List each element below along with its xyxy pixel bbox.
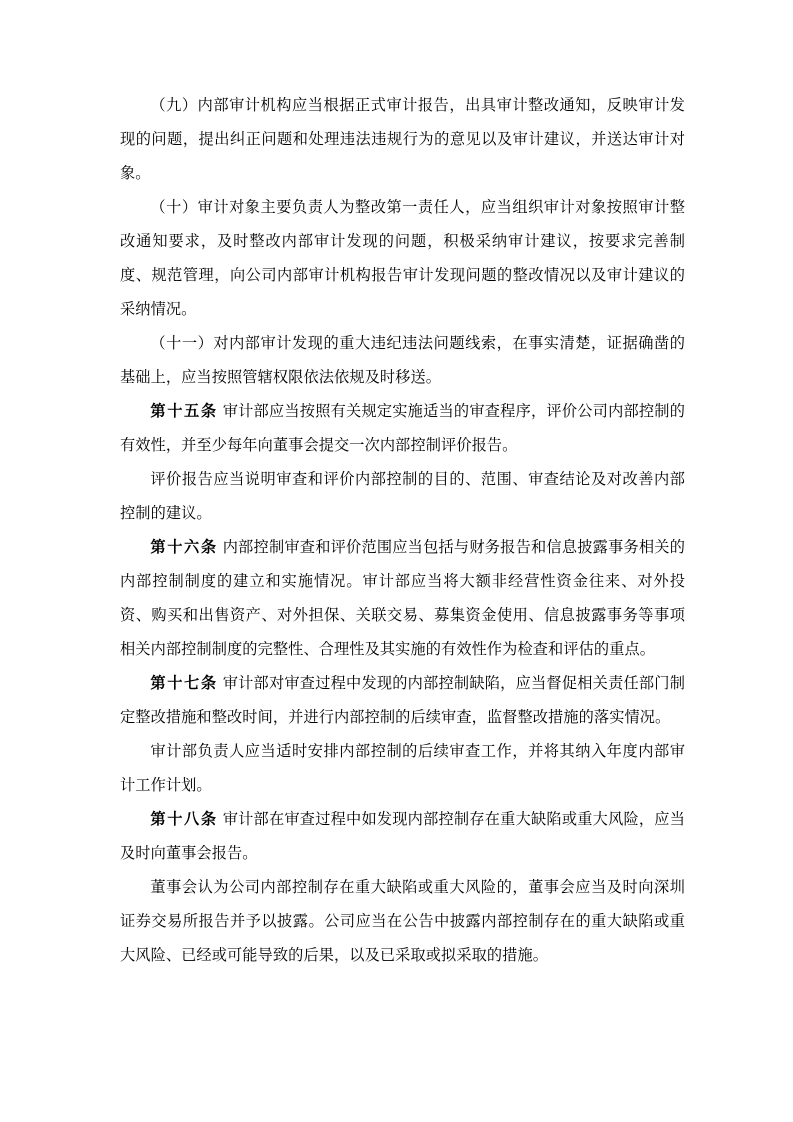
paragraph-article-17	[120, 666, 685, 734]
paragraph-article-18	[120, 802, 685, 870]
article-label: 第十八条	[150, 810, 218, 828]
paragraph-text: （十）审计对象主要负责人为整改第一责任人，应当组织审计对象按照审计整改通知要求，及时整改内部审计发现的问题，积极采纳审计建议，按要求完善制度、规范管理，向公司内部审计机构报告审计发现问题的整改情况以及审计建议的采纳情况。	[120, 198, 685, 318]
paragraph-text: 评价报告应当说明审查和评价内部控制的目的、范围、审查结论及对改善内部控制的建议。	[120, 470, 685, 522]
paragraph-text: （十一）对内部审计发现的重大违纪违法问题线索，在事实清楚，证据确凿的基础上，应当按照管辖权限依法依规及时移送。	[120, 334, 685, 386]
paragraph-text: 内部控制审查和评价范围应当包括与财务报告和信息披露事务相关的内部控制制度的建立和实施情况。审计部应当将大额非经营性资金往来、对外投资、购买和出售资产、对外担保、关联交易、募集资金使用、信息披露事务等事项相关内部控制制度的完整性、合理性及其实施的有效性作为检查和评估的重点。	[120, 538, 686, 658]
paragraph-article-17-p2	[120, 734, 685, 802]
paragraph-article-15-p2	[120, 462, 685, 530]
paragraph-text: 审计部应当按照有关规定实施适当的审查程序，评价公司内部控制的有效性，并至少每年向董事会提交一次内部控制评价报告。	[120, 402, 686, 454]
paragraph-item-9	[120, 88, 685, 190]
paragraph-text: 审计部在审查过程中如发现内部控制存在重大缺陷或重大风险，应当及时向董事会报告。	[120, 810, 686, 862]
article-label: 第十七条	[150, 674, 218, 692]
document-body	[120, 88, 685, 972]
paragraph-text: 董事会认为公司内部控制存在重大缺陷或重大风险的，董事会应当及时向深圳证券交易所报告并予以披露。公司应当在公告中披露内部控制存在的重大缺陷或重大风险、已经或可能导致的后果，以及已采取或拟采取的措施。	[120, 878, 685, 964]
paragraph-article-18-p2	[120, 870, 685, 972]
paragraph-article-15	[120, 394, 685, 462]
paragraph-text: 审计部对审查过程中发现的内部控制缺陷，应当督促相关责任部门制定整改措施和整改时间，并进行内部控制的后续审查，监督整改措施的落实情况。	[120, 674, 686, 726]
paragraph-item-11	[120, 326, 685, 394]
paragraph-text: （九）内部审计机构应当根据正式审计报告，出具审计整改通知，反映审计发现的问题，提出纠正问题和处理违法违规行为的意见以及审计建议，并送达审计对象。	[120, 96, 685, 182]
article-label: 第十六条	[150, 538, 218, 556]
article-label: 第十五条	[150, 402, 218, 420]
paragraph-article-16	[120, 530, 685, 666]
paragraph-text: 审计部负责人应当适时安排内部控制的后续审查工作，并将其纳入年度内部审计工作计划。	[120, 742, 685, 794]
paragraph-item-10	[120, 190, 685, 326]
